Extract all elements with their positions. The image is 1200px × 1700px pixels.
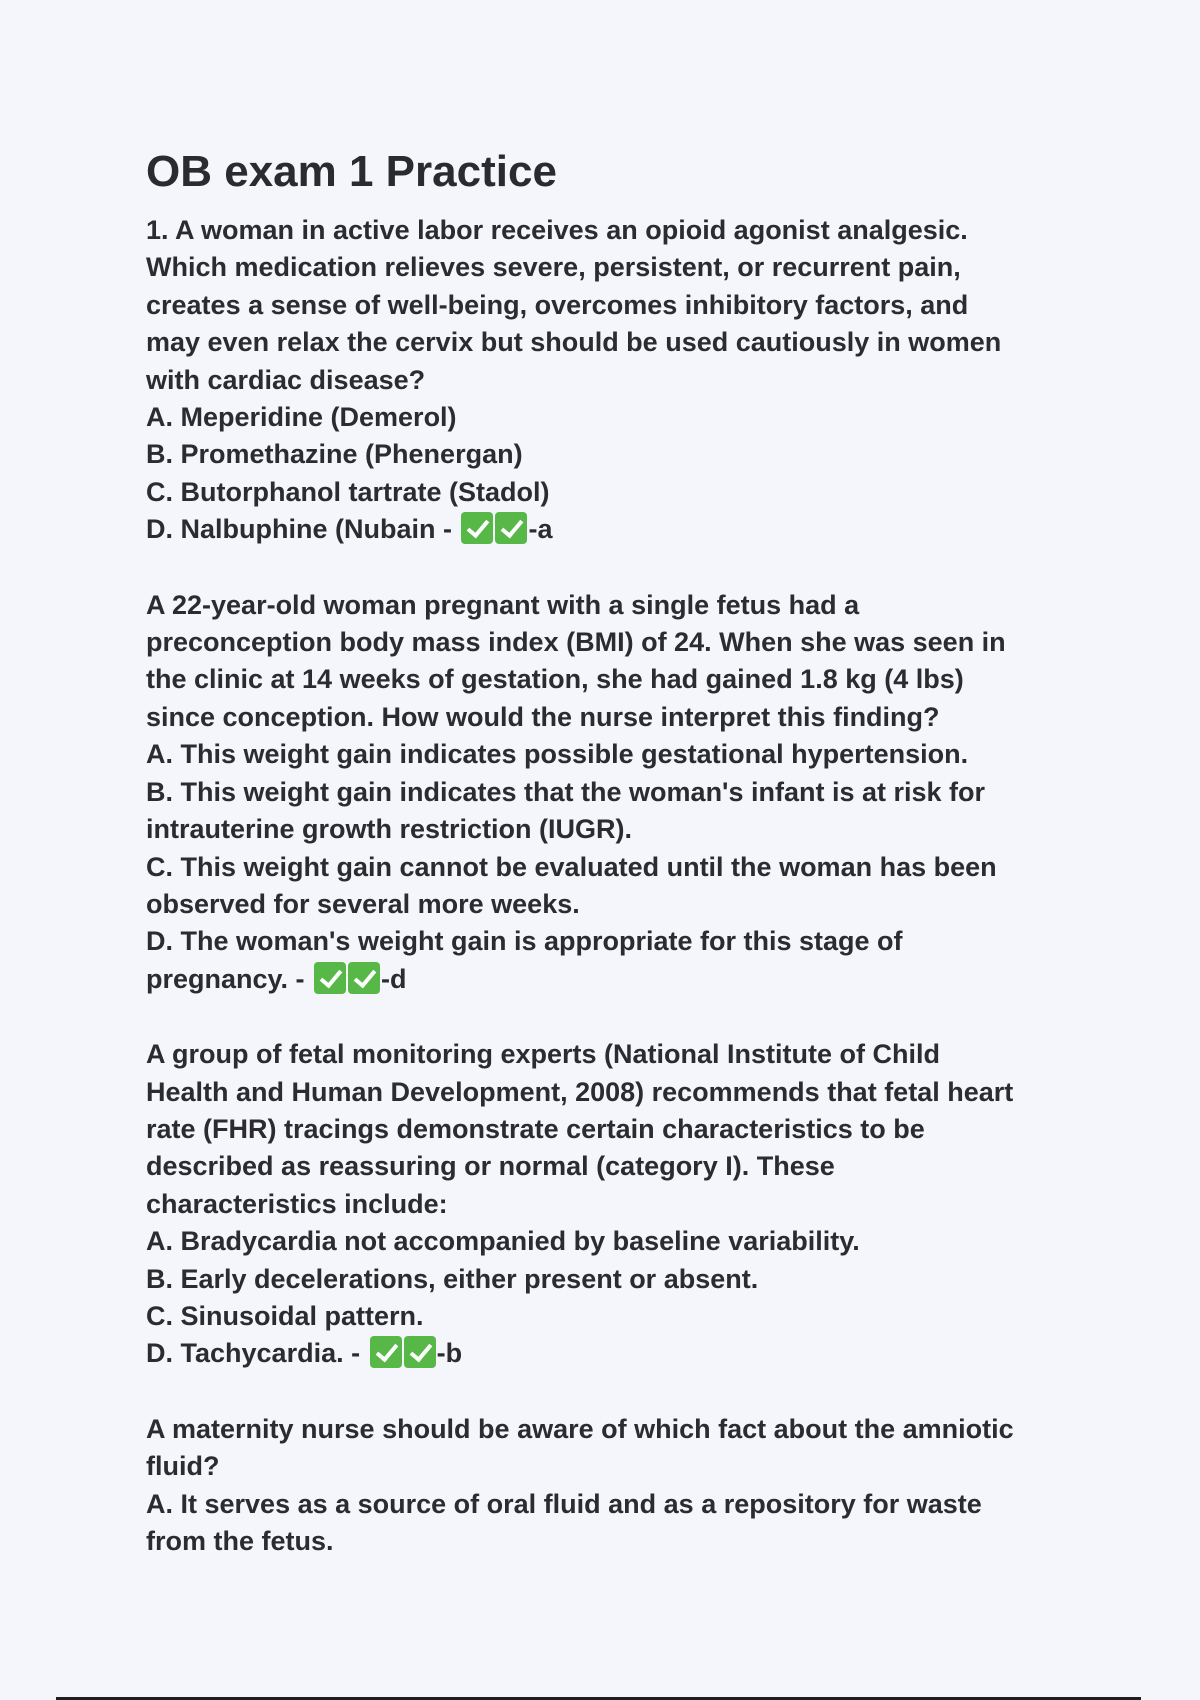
question-1 (146, 212, 1076, 549)
document-page (146, 144, 1076, 1598)
option-a: A. It serves as a source of oral fluid and as a repository for waste (146, 1488, 982, 1519)
option-a: A. Bradycardia not accompanied by baseline variability. (146, 1226, 860, 1257)
option-c-continued: observed for several more weeks. (146, 888, 580, 919)
option-b: B. Early decelerations, either present or absent. (146, 1263, 759, 1294)
option-d-with-answer (146, 1335, 1076, 1372)
question-line: with cardiac disease? (146, 364, 426, 395)
option-b: B. This weight gain indicates that the woman's infant is at risk for (146, 776, 986, 807)
option-d-text: D. Nalbuphine (Nubain - (146, 514, 460, 545)
answer-key: -a (528, 514, 553, 545)
question-line: may even relax the cervix but should be used cautiously in women (146, 327, 1002, 358)
question-line: A group of fetal monitoring experts (National Institute of Child (146, 1039, 940, 1070)
option-b-continued: intrauterine growth restriction (IUGR). (146, 814, 633, 845)
question-line: the clinic at 14 weeks of gestation, she had gained 1.8 kg (4 lbs) (146, 664, 964, 695)
question-line: since conception. How would the nurse interpret this finding? (146, 701, 940, 732)
option-c: C. Sinusoidal pattern. (146, 1300, 424, 1331)
answer-key: -b (436, 1338, 463, 1369)
option-b: B. Promethazine (Phenergan) (146, 439, 523, 470)
option-c: C. Butorphanol tartrate (Stadol) (146, 476, 550, 507)
question-3 (146, 1036, 1076, 1373)
question-line: fluid? (146, 1451, 220, 1482)
check-mark-icon (495, 512, 527, 544)
check-mark-icon (370, 1336, 402, 1368)
option-d-with-answer (146, 961, 1076, 998)
question-line: Health and Human Development, 2008) recommends that fetal heart (146, 1076, 1014, 1107)
check-mark-icon (461, 512, 493, 544)
question-line: Which medication relieves severe, persistent, or recurrent pain, (146, 252, 961, 283)
check-mark-icon (314, 962, 346, 994)
page-title: OB exam 1 Practice (146, 147, 557, 196)
option-d-text: pregnancy. - (146, 963, 313, 994)
question-line: creates a sense of well-being, overcomes inhibitory factors, and (146, 289, 969, 320)
option-d-text: D. Tachycardia. - (146, 1338, 368, 1369)
option-c: C. This weight gain cannot be evaluated until the woman has been (146, 851, 997, 882)
option-a: A. Meperidine (Demerol) (146, 402, 457, 433)
check-mark-icon (348, 962, 380, 994)
option-d: D. The woman's weight gain is appropriate for this stage of (146, 926, 903, 957)
question-line: characteristics include: (146, 1188, 448, 1219)
answer-key: -d (381, 963, 407, 994)
question-line: 1. A woman in active labor receives an opioid agonist analgesic. (146, 215, 968, 245)
check-mark-icon (404, 1336, 436, 1368)
option-d-with-answer (146, 511, 1076, 548)
question-2 (146, 587, 1076, 998)
question-line: described as reassuring or normal (category I). These (146, 1151, 835, 1182)
question-line: preconception body mass index (BMI) of 24. When she was seen in (146, 627, 1006, 658)
option-a: A. This weight gain indicates possible gestational hypertension. (146, 739, 969, 770)
question-line: A maternity nurse should be aware of which fact about the amniotic (146, 1413, 1014, 1444)
option-a-continued: from the fetus. (146, 1526, 334, 1556)
question-line: rate (FHR) tracings demonstrate certain characteristics to be (146, 1113, 925, 1144)
question-line: A 22-year-old woman pregnant with a single fetus had a (146, 589, 860, 620)
question-4 (146, 1411, 1076, 1561)
